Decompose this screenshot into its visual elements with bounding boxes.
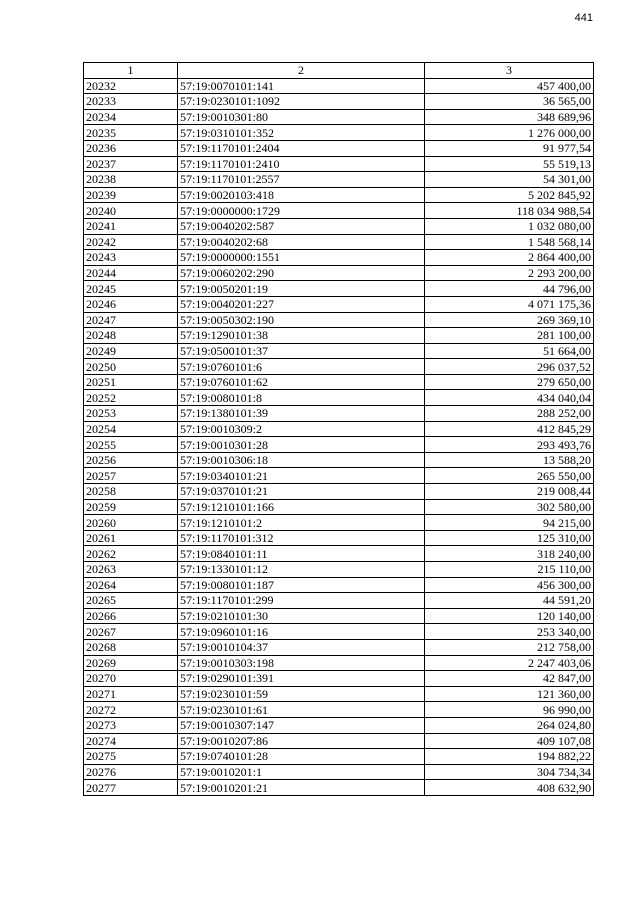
table-row: [84, 374, 594, 390]
table-row: [84, 733, 594, 749]
amount-cell: 348 689,96: [425, 109, 594, 125]
row-number-cell: 20263: [84, 562, 178, 578]
table-row: [84, 156, 594, 172]
row-number-cell: 20261: [84, 530, 178, 546]
row-number-cell: 20251: [84, 374, 178, 390]
cadastral-number-cell: 57:19:0230101:61: [178, 702, 425, 718]
table-row: [84, 515, 594, 531]
table-row: [84, 702, 594, 718]
table-row: [84, 109, 594, 125]
cadastral-number-cell: 57:19:0840101:11: [178, 546, 425, 562]
row-number-cell: 20239: [84, 187, 178, 203]
cadastral-number-cell: 57:19:0370101:21: [178, 484, 425, 500]
cadastral-number-cell: 57:19:0210101:30: [178, 608, 425, 624]
table-row: [84, 577, 594, 593]
amount-cell: 408 632,90: [425, 780, 594, 796]
amount-cell: 54 301,00: [425, 172, 594, 188]
cadastral-number-cell: 57:19:0040202:587: [178, 218, 425, 234]
amount-cell: 44 591,20: [425, 593, 594, 609]
amount-cell: 44 796,00: [425, 281, 594, 297]
row-number-cell: 20269: [84, 655, 178, 671]
table-row: [84, 172, 594, 188]
row-number-cell: 20258: [84, 484, 178, 500]
row-number-cell: 20246: [84, 296, 178, 312]
row-number-cell: 20250: [84, 359, 178, 375]
row-number-cell: 20247: [84, 312, 178, 328]
cadastral-number-cell: 57:19:1380101:39: [178, 406, 425, 422]
amount-cell: 281 100,00: [425, 328, 594, 344]
row-number-cell: 20277: [84, 780, 178, 796]
amount-cell: 91 977,54: [425, 140, 594, 156]
table-row: [84, 546, 594, 562]
row-number-cell: 20255: [84, 437, 178, 453]
row-number-cell: 20252: [84, 390, 178, 406]
table-row: [84, 78, 594, 94]
row-number-cell: 20272: [84, 702, 178, 718]
row-number-cell: 20235: [84, 125, 178, 141]
cadastral-number-cell: 57:19:0010201:1: [178, 764, 425, 780]
table-row: [84, 608, 594, 624]
amount-cell: 412 845,29: [425, 421, 594, 437]
table-row: [84, 468, 594, 484]
cadastral-number-cell: 57:19:0500101:37: [178, 343, 425, 359]
cadastral-number-cell: 57:19:1330101:12: [178, 562, 425, 578]
cadastral-number-cell: 57:19:1210101:2: [178, 515, 425, 531]
cadastral-number-cell: 57:19:1170101:2557: [178, 172, 425, 188]
table-row: [84, 671, 594, 687]
cadastral-number-cell: 57:19:0040201:227: [178, 296, 425, 312]
row-number-cell: 20268: [84, 639, 178, 655]
cadastral-number-cell: 57:19:0230101:59: [178, 686, 425, 702]
cadastral-number-cell: 57:19:0960101:16: [178, 624, 425, 640]
amount-cell: 212 758,00: [425, 639, 594, 655]
amount-cell: 36 565,00: [425, 94, 594, 110]
row-number-cell: 20276: [84, 764, 178, 780]
page-number: 441: [574, 12, 593, 24]
row-number-cell: 20267: [84, 624, 178, 640]
column-header-1: 1: [84, 63, 178, 79]
table-row: [84, 484, 594, 500]
table-row: [84, 281, 594, 297]
row-number-cell: 20257: [84, 468, 178, 484]
cadastral-number-cell: 57:19:0040202:68: [178, 234, 425, 250]
amount-cell: 304 734,34: [425, 764, 594, 780]
row-number-cell: 20234: [84, 109, 178, 125]
amount-cell: 434 040,04: [425, 390, 594, 406]
table-row: [84, 764, 594, 780]
cadastral-number-cell: 57:19:0060202:290: [178, 265, 425, 281]
amount-cell: 219 008,44: [425, 484, 594, 500]
table-row: [84, 437, 594, 453]
table-row: [84, 421, 594, 437]
amount-cell: 302 580,00: [425, 499, 594, 515]
table-row: [84, 265, 594, 281]
amount-cell: 269 369,10: [425, 312, 594, 328]
cadastral-number-cell: 57:19:0010303:198: [178, 655, 425, 671]
row-number-cell: 20249: [84, 343, 178, 359]
amount-cell: 409 107,08: [425, 733, 594, 749]
amount-cell: 264 024,80: [425, 717, 594, 733]
cadastral-number-cell: 57:19:0010104:37: [178, 639, 425, 655]
amount-cell: 2 293 200,00: [425, 265, 594, 281]
cadastral-number-cell: 57:19:0010201:21: [178, 780, 425, 796]
row-number-cell: 20265: [84, 593, 178, 609]
cadastral-number-cell: 57:19:1170101:2404: [178, 140, 425, 156]
row-number-cell: 20242: [84, 234, 178, 250]
table-row: [84, 686, 594, 702]
row-number-cell: 20241: [84, 218, 178, 234]
table-row: [84, 343, 594, 359]
amount-cell: 118 034 988,54: [425, 203, 594, 219]
amount-cell: 279 650,00: [425, 374, 594, 390]
cadastral-number-cell: 57:19:0050201:19: [178, 281, 425, 297]
row-number-cell: 20275: [84, 749, 178, 765]
table-row: [84, 218, 594, 234]
table-row: [84, 203, 594, 219]
row-number-cell: 20240: [84, 203, 178, 219]
cadastral-number-cell: 57:19:0010306:18: [178, 452, 425, 468]
cadastral-number-cell: 57:19:0070101:141: [178, 78, 425, 94]
row-number-cell: 20254: [84, 421, 178, 437]
amount-cell: 51 664,00: [425, 343, 594, 359]
row-number-cell: 20244: [84, 265, 178, 281]
table-row: [84, 140, 594, 156]
table-row: [84, 780, 594, 796]
table-row: [84, 499, 594, 515]
table-row: [84, 250, 594, 266]
row-number-cell: 20236: [84, 140, 178, 156]
amount-cell: 13 588,20: [425, 452, 594, 468]
cadastral-number-cell: 57:19:0230101:1092: [178, 94, 425, 110]
cadastral-number-cell: 57:19:0760101:62: [178, 374, 425, 390]
cadastral-number-cell: 57:19:0760101:6: [178, 359, 425, 375]
amount-cell: 456 300,00: [425, 577, 594, 593]
amount-cell: 1 032 080,00: [425, 218, 594, 234]
row-number-cell: 20264: [84, 577, 178, 593]
cadastral-number-cell: 57:19:1210101:166: [178, 499, 425, 515]
cadastral-number-cell: 57:19:1170101:2410: [178, 156, 425, 172]
cadastral-number-cell: 57:19:0010301:80: [178, 109, 425, 125]
row-number-cell: 20271: [84, 686, 178, 702]
row-number-cell: 20266: [84, 608, 178, 624]
table-row: [84, 234, 594, 250]
amount-cell: 318 240,00: [425, 546, 594, 562]
row-number-cell: 20243: [84, 250, 178, 266]
table-row: [84, 452, 594, 468]
cadastral-number-cell: 57:19:0080101:8: [178, 390, 425, 406]
row-number-cell: 20260: [84, 515, 178, 531]
row-number-cell: 20248: [84, 328, 178, 344]
amount-cell: 293 493,76: [425, 437, 594, 453]
cadastral-number-cell: 57:19:0000000:1551: [178, 250, 425, 266]
table-row: [84, 296, 594, 312]
row-number-cell: 20273: [84, 717, 178, 733]
amount-cell: 42 847,00: [425, 671, 594, 687]
column-header-3: 3: [425, 63, 594, 79]
amount-cell: 215 110,00: [425, 562, 594, 578]
row-number-cell: 20270: [84, 671, 178, 687]
table-row: [84, 717, 594, 733]
amount-cell: 457 400,00: [425, 78, 594, 94]
amount-cell: 194 882,22: [425, 749, 594, 765]
column-header-2: 2: [178, 63, 425, 79]
row-number-cell: 20238: [84, 172, 178, 188]
amount-cell: 121 360,00: [425, 686, 594, 702]
cadastral-number-cell: 57:19:1290101:38: [178, 328, 425, 344]
table-row: [84, 312, 594, 328]
registry-table: [83, 62, 594, 796]
amount-cell: 96 990,00: [425, 702, 594, 718]
cadastral-number-cell: 57:19:0010301:28: [178, 437, 425, 453]
table-row: [84, 530, 594, 546]
table-row: [84, 639, 594, 655]
amount-cell: 120 140,00: [425, 608, 594, 624]
amount-cell: 265 550,00: [425, 468, 594, 484]
amount-cell: 55 519,13: [425, 156, 594, 172]
amount-cell: 5 202 845,92: [425, 187, 594, 203]
cadastral-number-cell: 57:19:1170101:299: [178, 593, 425, 609]
cadastral-number-cell: 57:19:0010309:2: [178, 421, 425, 437]
cadastral-number-cell: 57:19:0740101:28: [178, 749, 425, 765]
cadastral-number-cell: 57:19:0010307:147: [178, 717, 425, 733]
table-row: [84, 624, 594, 640]
table-row: [84, 359, 594, 375]
table-row: [84, 94, 594, 110]
table-row: [84, 562, 594, 578]
cadastral-number-cell: 57:19:0340101:21: [178, 468, 425, 484]
cadastral-number-cell: 57:19:0080101:187: [178, 577, 425, 593]
row-number-cell: 20274: [84, 733, 178, 749]
cadastral-number-cell: 57:19:0000000:1729: [178, 203, 425, 219]
cadastral-number-cell: 57:19:1170101:312: [178, 530, 425, 546]
row-number-cell: 20245: [84, 281, 178, 297]
row-number-cell: 20262: [84, 546, 178, 562]
row-number-cell: 20253: [84, 406, 178, 422]
amount-cell: 125 310,00: [425, 530, 594, 546]
table-row: [84, 390, 594, 406]
amount-cell: 288 252,00: [425, 406, 594, 422]
amount-cell: 2 864 400,00: [425, 250, 594, 266]
table-row: [84, 406, 594, 422]
table-row: [84, 593, 594, 609]
cadastral-number-cell: 57:19:0010207:86: [178, 733, 425, 749]
cadastral-number-cell: 57:19:0290101:391: [178, 671, 425, 687]
row-number-cell: 20259: [84, 499, 178, 515]
table-row: [84, 655, 594, 671]
table-body: [84, 78, 594, 795]
amount-cell: 4 071 175,36: [425, 296, 594, 312]
amount-cell: 1 548 568,14: [425, 234, 594, 250]
table-row: [84, 187, 594, 203]
amount-cell: 94 215,00: [425, 515, 594, 531]
cadastral-number-cell: 57:19:0310101:352: [178, 125, 425, 141]
row-number-cell: 20256: [84, 452, 178, 468]
amount-cell: 253 340,00: [425, 624, 594, 640]
table-row: [84, 125, 594, 141]
amount-cell: 2 247 403,06: [425, 655, 594, 671]
row-number-cell: 20233: [84, 94, 178, 110]
row-number-cell: 20232: [84, 78, 178, 94]
amount-cell: 1 276 000,00: [425, 125, 594, 141]
table-row: [84, 749, 594, 765]
table-row: [84, 328, 594, 344]
table-header-row: [84, 63, 594, 79]
cadastral-number-cell: 57:19:0050302:190: [178, 312, 425, 328]
row-number-cell: 20237: [84, 156, 178, 172]
cadastral-number-cell: 57:19:0020103:418: [178, 187, 425, 203]
amount-cell: 296 037,52: [425, 359, 594, 375]
